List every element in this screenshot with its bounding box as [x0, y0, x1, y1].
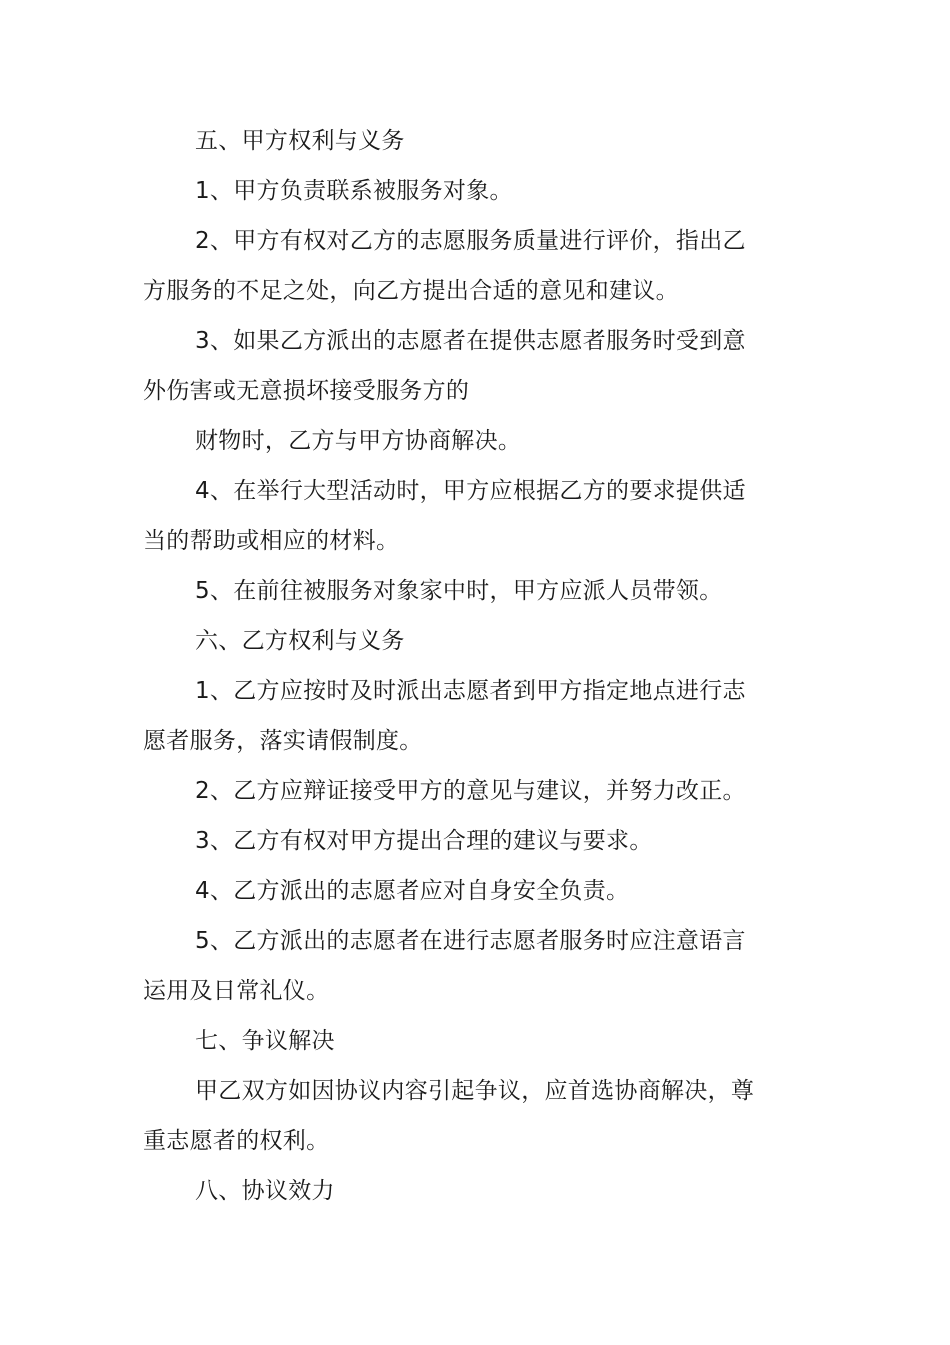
paragraph-line: 外伤害或无意损坏接受服务方的 — [143, 378, 470, 404]
paragraph-line: 愿者服务，落实请假制度。 — [143, 728, 423, 754]
paragraph-line: 1、甲方负责联系被服务对象。 — [195, 178, 513, 204]
paragraph-line: 4、在举行大型活动时，甲方应根据乙方的要求提供适 — [195, 478, 746, 504]
section-heading-party-b-rights: 六、乙方权利与义务 — [195, 628, 405, 654]
paragraph-line: 3、如果乙方派出的志愿者在提供志愿者服务时受到意 — [195, 328, 746, 354]
paragraph-line: 当的帮助或相应的材料。 — [143, 528, 400, 554]
section-heading-dispute-resolution: 七、争议解决 — [195, 1028, 335, 1054]
paragraph-line: 3、乙方有权对甲方提出合理的建议与要求。 — [195, 828, 653, 854]
paragraph-line: 甲乙双方如因协议内容引起争议，应首选协商解决，尊 — [195, 1078, 755, 1104]
paragraph-line: 1、乙方应按时及时派出志愿者到甲方指定地点进行志 — [195, 678, 746, 704]
paragraph-line: 财物时，乙方与甲方协商解决。 — [195, 428, 522, 454]
paragraph-line: 5、在前往被服务对象家中时，甲方应派人员带领。 — [195, 578, 723, 604]
paragraph-line: 2、甲方有权对乙方的志愿服务质量进行评价，指出乙 — [195, 228, 746, 254]
paragraph-line: 5、乙方派出的志愿者在进行志愿者服务时应注意语言 — [195, 928, 746, 954]
paragraph-line: 重志愿者的权利。 — [143, 1128, 330, 1154]
section-heading-party-a-rights: 五、甲方权利与义务 — [195, 128, 405, 154]
section-heading-agreement-validity: 八、协议效力 — [195, 1178, 335, 1204]
paragraph-line: 2、乙方应辩证接受甲方的意见与建议，并努力改正。 — [195, 778, 746, 804]
document-body — [143, 116, 763, 1216]
paragraph-line: 4、乙方派出的志愿者应对自身安全负责。 — [195, 878, 630, 904]
paragraph-line: 运用及日常礼仪。 — [143, 978, 330, 1004]
paragraph-line: 方服务的不足之处，向乙方提出合适的意见和建议。 — [143, 278, 679, 304]
